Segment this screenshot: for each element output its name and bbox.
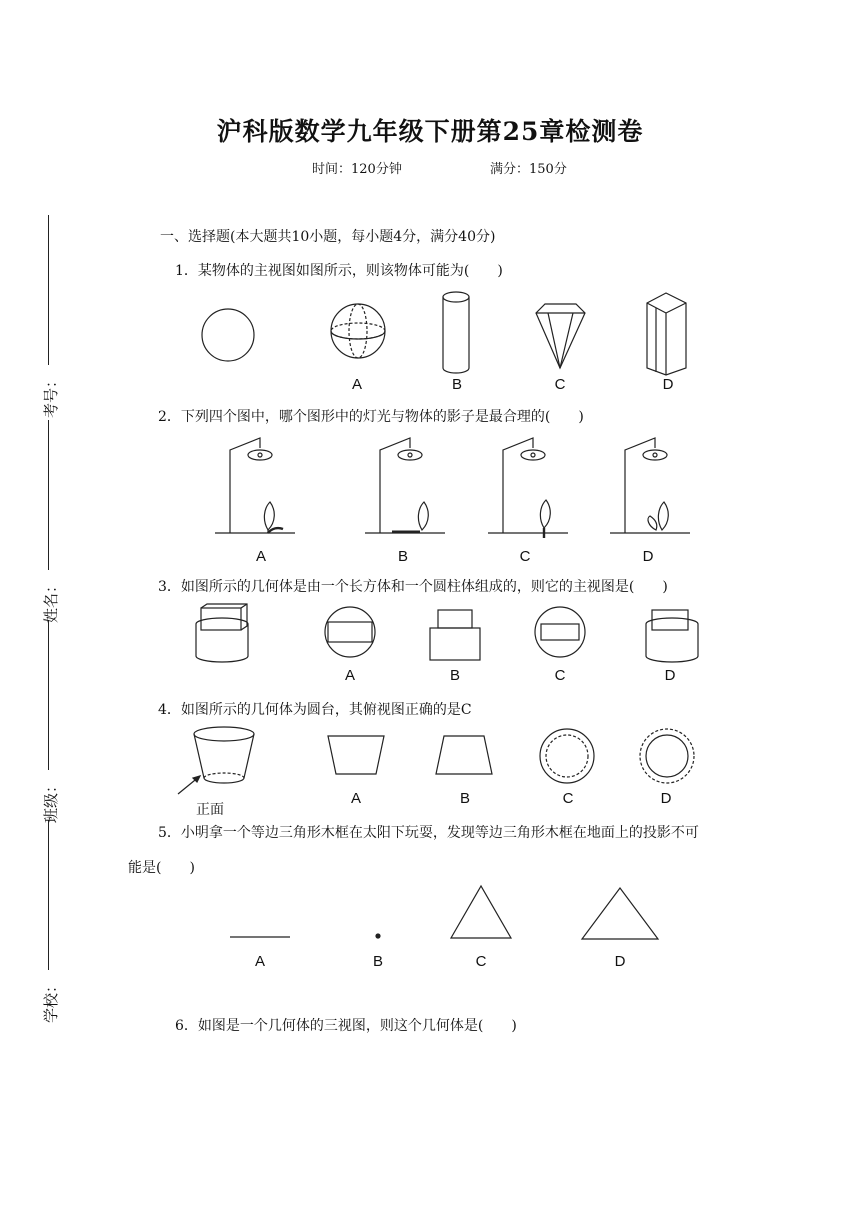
- q1-option-b-cylinder: [443, 292, 469, 373]
- q5-figures: [0, 880, 860, 950]
- q4-front-label: 正面: [196, 802, 224, 818]
- q3-option-d: [646, 610, 698, 662]
- q5-option-d-triangle: [582, 888, 658, 939]
- q1-label-b: B: [451, 376, 462, 393]
- question-5-line1: 5．小明拿一个等边三角形木框在太阳下玩耍，发现等边三角形木框在地面上的投影不可: [158, 825, 699, 841]
- q1-option-d-prism: [647, 293, 686, 375]
- q4-label-d: D: [660, 790, 672, 807]
- q3-solid: [196, 604, 248, 662]
- question-5-line2: 能是( ): [128, 860, 195, 876]
- q3-label-a: A: [344, 667, 355, 684]
- q5-label-b: B: [372, 953, 383, 970]
- q2-option-c-lamp: [488, 438, 568, 538]
- page-title: 沪科版数学九年级下册第25章检测卷: [216, 117, 644, 146]
- q1-option-c-pyramid: [536, 304, 585, 368]
- q5-label-c: C: [475, 953, 487, 970]
- q1-option-a-sphere: [331, 304, 385, 358]
- q4-frustum: [178, 727, 254, 794]
- q4-label-c: C: [562, 790, 574, 807]
- q2-figures: [0, 430, 860, 540]
- q5-option-b-point: [376, 934, 380, 938]
- side-field-class: 班级：: [42, 777, 61, 824]
- q1-label-a: A: [351, 376, 362, 393]
- q2-option-d-lamp: [610, 438, 690, 533]
- q4-option-a: [328, 736, 384, 774]
- q3-label-c: C: [554, 667, 566, 684]
- section-heading: 一、选择题(本大题共10小题，每小题4分，满分40分): [160, 229, 496, 245]
- q1-label-c: C: [554, 376, 566, 393]
- q4-label-a: A: [350, 790, 361, 807]
- q1-figures: [0, 285, 860, 405]
- q5-option-c-triangle: [451, 886, 511, 938]
- q3-option-c: [535, 607, 585, 657]
- exam-score: 满分：150分: [490, 162, 567, 177]
- q3-label-b: B: [449, 667, 460, 684]
- q4-option-d: [640, 729, 694, 783]
- question-2: 2．下列四个图中，哪个图形中的灯光与物体的影子是最合理的( ): [158, 409, 584, 425]
- side-field-name: 姓名：: [42, 577, 61, 624]
- q3-option-a: [325, 607, 375, 657]
- question-1: 1．某物体的主视图如图所示，则该物体可能为( ): [175, 263, 503, 279]
- exam-time: 时间：120分钟: [312, 162, 402, 177]
- q2-label-d: D: [642, 548, 654, 565]
- q2-option-a-lamp: [215, 438, 295, 533]
- q2-label-a: A: [255, 548, 266, 565]
- q4-label-b: B: [459, 790, 470, 807]
- q4-option-c: [540, 729, 594, 783]
- side-field-exam-number: 考号：: [42, 372, 61, 419]
- q3-figures: [0, 600, 860, 670]
- q2-label-c: C: [519, 548, 531, 565]
- question-6: 6．如图是一个几何体的三视图，则这个几何体是( ): [175, 1018, 517, 1034]
- q4-option-b: [436, 736, 492, 774]
- q2-option-b-lamp: [365, 438, 445, 533]
- q5-label-a: A: [254, 953, 265, 970]
- side-field-school: 学校：: [42, 977, 61, 1024]
- q3-label-d: D: [664, 667, 676, 684]
- question-4: 4．如图所示的几何体为圆台，其俯视图正确的是C: [158, 702, 472, 718]
- q3-option-b: [430, 610, 480, 660]
- q2-label-b: B: [397, 548, 408, 565]
- q1-main-view-circle: [202, 309, 254, 361]
- q5-label-d: D: [614, 953, 626, 970]
- q1-label-d: D: [662, 376, 674, 393]
- q4-figures: [0, 722, 860, 812]
- question-3: 3．如图所示的几何体是由一个长方体和一个圆柱体组成的，则它的主视图是( ): [158, 579, 668, 595]
